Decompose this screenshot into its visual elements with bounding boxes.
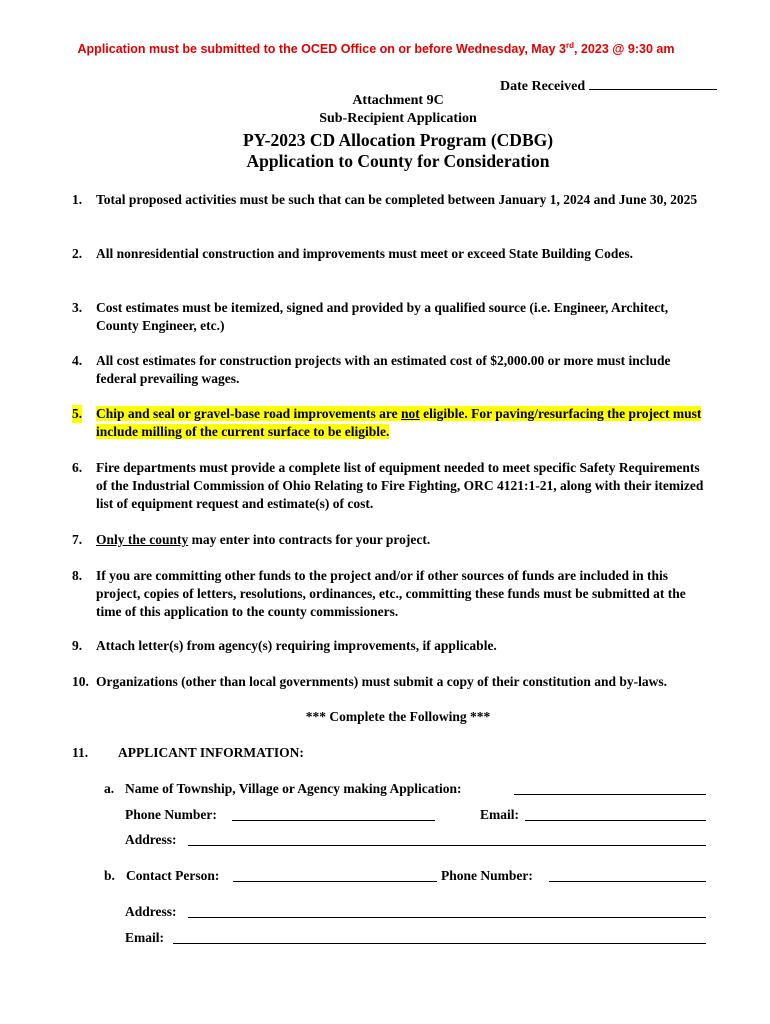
list-item: 7. Only the county may enter into contracts for your project. [72, 532, 431, 547]
contact-person-label: Contact Person: [126, 868, 220, 883]
contact-address-label: Address: [125, 904, 177, 919]
complete-following-heading: *** Complete the Following *** [305, 709, 491, 724]
date-received-label: Date Received [500, 79, 586, 94]
contact-email-label: Email: [125, 930, 164, 945]
page-title-line2: Application to County for Consideration [246, 151, 550, 171]
agency-name-field[interactable] [514, 781, 706, 795]
list-item: 10. Organizations (other than local governments) must submit a copy of their constitution and by-laws. [72, 674, 668, 689]
contact-phone-field[interactable] [549, 868, 706, 882]
item-a-marker: a. [104, 781, 115, 796]
list-item: 6. Fire departments must provide a complete list of equipment needed to meet specific Safety Requirements of the Industrial Commission of Ohio Relating to Fire Fighting, ORC 4121:1-21, along with their itemized list of equipment request and estimate(s) of cost. [72, 460, 704, 511]
contact-person-field[interactable] [233, 868, 437, 882]
email-field[interactable] [525, 807, 706, 821]
submission-notice: Application must be submitted to the OCED Office on or before Wednesday, May 3rd, 2023 @ 9:30 am [77, 41, 675, 57]
attachment-label: Attachment 9C [352, 93, 444, 108]
page-title: PY-2023 CD Allocation Program (CDBG) [242, 130, 554, 150]
contact-email-field[interactable] [173, 930, 706, 944]
phone-field[interactable] [232, 807, 435, 821]
list-item: 3. Cost estimates must be itemized, signed and provided by a qualified source (i.e. Engineer, Architect, County Engineer, etc.) [72, 300, 669, 333]
notice-superscript: rd [566, 41, 575, 50]
address-label: Address: [125, 832, 177, 847]
address-field[interactable] [188, 832, 706, 846]
section-number: 11. [72, 745, 89, 760]
emphasis-not: not [401, 406, 420, 421]
phone-label: Phone Number: [125, 807, 217, 822]
list-item: 4. All cost estimates for construction projects with an estimated cost of $2,000.00 or more must include federal prevailing wages. [72, 353, 671, 386]
list-item: 9. Attach letter(s) from agency(s) requiring improvements, if applicable. [72, 638, 497, 653]
section-heading: APPLICANT INFORMATION: [118, 745, 304, 760]
email-label: Email: [480, 807, 519, 822]
list-item: 1. Total proposed activities must be such that can be completed between January 1, 2024 and June 30, 2025 [72, 192, 698, 207]
item-b-marker: b. [104, 868, 115, 883]
contact-phone-label: Phone Number: [441, 868, 533, 883]
list-item: 2. All nonresidential construction and improvements must meet or exceed State Building Codes. [72, 246, 633, 261]
list-item: 8. If you are committing other funds to the project and/or if other sources of funds are included in this project, copies of letters, resolutions, ordinances, etc., committing these funds must be submitted at the time of this application to the county commissioners. [72, 568, 686, 619]
contact-address-field[interactable] [188, 904, 706, 918]
agency-name-label: Name of Township, Village or Agency making Application: [125, 781, 462, 796]
list-item-highlighted: 5. Chip and seal or gravel-base road improvements are not eligible. For paving/resurfacing the project must include milling of the current surface to be eligible. [72, 406, 702, 439]
date-received-field[interactable] [589, 76, 717, 90]
emphasis-only-county: Only the county [96, 532, 189, 547]
page-subtitle: Sub-Recipient Application [319, 111, 477, 126]
